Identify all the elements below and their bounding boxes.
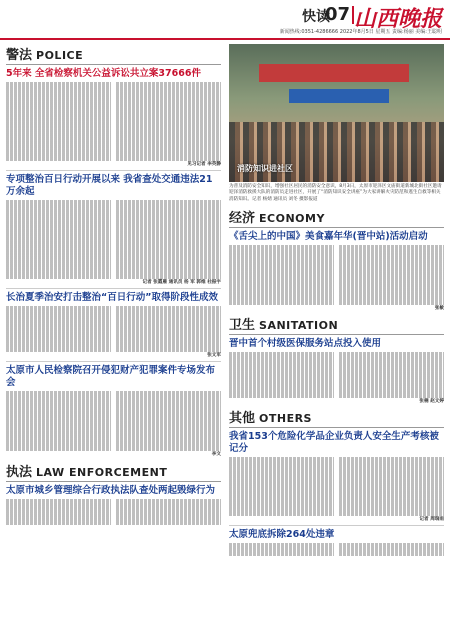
- text-line: [6, 102, 111, 109]
- text-line: [339, 252, 444, 259]
- article-body: [6, 82, 221, 161]
- article-headline[interactable]: 太原市城乡管理综合行政执法队查处两起毁绿行为: [6, 484, 216, 496]
- text-line: [339, 490, 444, 497]
- text-line: [339, 509, 444, 516]
- text-line: [116, 438, 221, 445]
- article-byline: 张楠 赵文婷: [419, 398, 444, 404]
- text-line: [116, 141, 221, 148]
- text-line: [339, 291, 444, 298]
- text-line: [229, 477, 334, 484]
- article-body: [229, 457, 444, 516]
- text-line: [229, 378, 334, 385]
- text-line: [116, 89, 221, 96]
- article-byline: 记者 张霞雁 通讯员 杨 军 郭维 杜振宇: [142, 280, 221, 286]
- text-line: [6, 220, 111, 227]
- text-line: [6, 266, 111, 273]
- article-body: [6, 391, 221, 450]
- text-line: [339, 503, 444, 510]
- text-line: [229, 265, 334, 272]
- text-line: [339, 272, 444, 279]
- text-line: [6, 89, 111, 96]
- text-line: [116, 253, 221, 260]
- article-headline[interactable]: 专项整治百日行动开展以来 我省查处交通违法21万余起: [6, 174, 213, 198]
- divider: [6, 361, 221, 362]
- text-line: [339, 285, 444, 292]
- section-head-police: [6, 44, 221, 65]
- text-line: [6, 148, 111, 155]
- article-byline: 张文军: [207, 353, 221, 359]
- text-line: [339, 543, 444, 550]
- text-line: [6, 438, 111, 445]
- text-line: [339, 483, 444, 490]
- text-line: [229, 550, 334, 557]
- page-number: 07: [324, 4, 350, 25]
- text-line: [116, 213, 221, 220]
- text-line: [229, 285, 334, 292]
- section-label-cn: 其他: [229, 410, 256, 426]
- text-line: [116, 155, 221, 162]
- text-line: [6, 444, 111, 451]
- section-label-cn: 警法: [6, 48, 33, 63]
- article-headline[interactable]: 长治夏季治安打击整治“百日行动”取得阶段性成效: [6, 292, 218, 304]
- text-line: [116, 519, 221, 526]
- text-line: [6, 155, 111, 162]
- text-line: [339, 245, 444, 252]
- text-line: [116, 220, 221, 227]
- text-line: [339, 278, 444, 285]
- text-line: [116, 333, 221, 340]
- text-line: [339, 352, 444, 359]
- text-line: [116, 240, 221, 247]
- text-line: [116, 233, 221, 240]
- article-headline[interactable]: 太原市人民检察院召开侵犯财产犯罪案件专场发布会: [6, 365, 216, 389]
- text-line: [229, 457, 334, 464]
- text-line: [116, 431, 221, 438]
- text-line: [6, 313, 111, 320]
- left-column: [6, 44, 221, 525]
- text-line: [6, 122, 111, 129]
- text-line: [339, 298, 444, 305]
- article-body: [229, 245, 444, 304]
- text-line: [229, 483, 334, 490]
- text-line: [229, 352, 334, 359]
- text-line: [116, 273, 221, 280]
- text-line: [116, 424, 221, 431]
- section-title: 快读: [302, 9, 330, 25]
- photo-banner-blue: [289, 89, 389, 103]
- text-line: [116, 135, 221, 142]
- text-line: [6, 128, 111, 135]
- section-head-others: [229, 407, 444, 428]
- text-line: [229, 470, 334, 477]
- text-line: [229, 391, 334, 398]
- section-head-economy: [229, 207, 444, 228]
- text-line: [6, 213, 111, 220]
- text-line: [116, 398, 221, 405]
- text-line: [6, 411, 111, 418]
- newspaper-logo: 山西晚报: [353, 6, 442, 32]
- section-label-cn: 经济: [229, 211, 256, 227]
- section-label-en: ECONOMY: [259, 212, 325, 226]
- text-line: [339, 365, 444, 372]
- article-headline[interactable]: 我省153个危险化学品企业负责人安全生产考核被记分: [229, 430, 439, 454]
- text-line: [116, 148, 221, 155]
- section-label-en: LAW ENFORCEMENT: [36, 465, 168, 479]
- text-line: [116, 306, 221, 313]
- text-line: [229, 272, 334, 279]
- text-line: [6, 405, 111, 412]
- text-line: [116, 512, 221, 519]
- text-line: [229, 509, 334, 516]
- text-line: [6, 200, 111, 207]
- text-line: [116, 405, 221, 412]
- article-body: [6, 200, 221, 279]
- article-headline[interactable]: 5年来 全省检察机关公益诉讼共立案37666件: [6, 68, 201, 79]
- text-line: [116, 122, 221, 129]
- divider: [6, 288, 221, 289]
- text-line: [6, 346, 111, 353]
- text-line: [229, 543, 334, 550]
- photo-caption: 为普及消防安全知识，增强社区居民的消防安全意识，8月3日，太原市迎泽区文庙街道新城北街社区邀请迎泽消防救援大队的消防员走进社区，开展了“消防知识安全讲座”为大家讲解火灾防范和逃生自救等相关消防知识。记者 杨婧 通讯员 刘冬 摄影报道: [229, 184, 442, 202]
- text-line: [229, 365, 334, 372]
- article-body: [6, 499, 221, 525]
- divider: [229, 525, 444, 526]
- text-line: [116, 115, 221, 122]
- article-body: [229, 352, 444, 398]
- text-line: [116, 391, 221, 398]
- text-line: [229, 463, 334, 470]
- section-head-enforcement: [6, 461, 221, 482]
- text-line: [6, 135, 111, 142]
- text-line: [6, 326, 111, 333]
- text-line: [339, 378, 444, 385]
- text-line: [6, 431, 111, 438]
- text-line: [339, 550, 444, 557]
- text-line: [6, 273, 111, 280]
- text-line: [229, 291, 334, 298]
- text-line: [6, 306, 111, 313]
- text-line: [116, 411, 221, 418]
- text-line: [6, 240, 111, 247]
- text-line: [116, 102, 221, 109]
- text-line: [339, 371, 444, 378]
- masthead-info: 新闻热线:0351-4286666 2022年8月5日 星期五 责编:杨丽 美编:王聪明: [279, 29, 442, 35]
- masthead: [0, 0, 450, 40]
- article-byline: 见习记者 李英静: [187, 162, 221, 168]
- text-line: [116, 505, 221, 512]
- photo-banner-red: [259, 64, 409, 82]
- article-byline: 李文: [211, 451, 221, 457]
- text-line: [116, 95, 221, 102]
- text-line: [116, 227, 221, 234]
- text-line: [339, 496, 444, 503]
- text-line: [6, 246, 111, 253]
- text-line: [229, 258, 334, 265]
- article-body: [229, 543, 444, 556]
- text-line: [339, 391, 444, 398]
- text-line: [116, 339, 221, 346]
- text-line: [6, 233, 111, 240]
- text-line: [6, 339, 111, 346]
- text-line: [339, 470, 444, 477]
- text-line: [229, 358, 334, 365]
- text-line: [229, 385, 334, 392]
- text-line: [6, 512, 111, 519]
- article-headline[interactable]: 晋中首个村级医保服务站点投入使用: [229, 337, 382, 349]
- text-line: [229, 252, 334, 259]
- section-label-en: POLICE: [36, 49, 84, 62]
- text-line: [116, 246, 221, 253]
- text-line: [229, 371, 334, 378]
- text-line: [116, 266, 221, 273]
- text-line: [6, 333, 111, 340]
- text-line: [6, 259, 111, 266]
- text-line: [229, 496, 334, 503]
- text-line: [229, 278, 334, 285]
- text-line: [116, 499, 221, 506]
- text-line: [6, 319, 111, 326]
- text-line: [339, 358, 444, 365]
- text-line: [6, 115, 111, 122]
- divider: [6, 170, 221, 171]
- section-label-cn: 卫生: [229, 317, 256, 333]
- text-line: [6, 95, 111, 102]
- text-line: [116, 259, 221, 266]
- text-line: [6, 499, 111, 506]
- text-line: [339, 477, 444, 484]
- text-line: [229, 490, 334, 497]
- text-line: [6, 141, 111, 148]
- text-line: [116, 108, 221, 115]
- text-line: [116, 200, 221, 207]
- text-line: [339, 457, 444, 464]
- article-headline[interactable]: 太原兜底拆除264处违章: [229, 529, 335, 541]
- text-line: [6, 391, 111, 398]
- text-line: [229, 298, 334, 305]
- text-line: [116, 313, 221, 320]
- text-line: [116, 346, 221, 353]
- news-photo[interactable]: [229, 44, 444, 182]
- text-line: [116, 418, 221, 425]
- text-line: [339, 463, 444, 470]
- text-line: [6, 505, 111, 512]
- text-line: [229, 245, 334, 252]
- right-column: [229, 44, 444, 556]
- article-byline: 张敏: [434, 305, 444, 311]
- article-headline[interactable]: 《舌尖上的中国》美食嘉年华(晋中站)活动启动: [229, 231, 428, 243]
- section-label-cn: 执法: [6, 464, 33, 480]
- text-line: [116, 326, 221, 333]
- text-line: [116, 207, 221, 214]
- text-line: [116, 82, 221, 89]
- text-line: [6, 108, 111, 115]
- text-line: [6, 207, 111, 214]
- text-line: [339, 258, 444, 265]
- text-line: [116, 128, 221, 135]
- text-line: [116, 444, 221, 451]
- text-line: [339, 385, 444, 392]
- section-head-sanitation: [229, 314, 444, 335]
- text-line: [6, 227, 111, 234]
- text-line: [6, 82, 111, 89]
- text-line: [229, 503, 334, 510]
- section-label-en: SANITATION: [259, 318, 339, 332]
- text-line: [6, 398, 111, 405]
- text-line: [116, 319, 221, 326]
- article-body: [6, 306, 221, 352]
- section-label-en: OTHERS: [259, 411, 312, 425]
- text-line: [339, 265, 444, 272]
- article-byline: 记者 周瑞雨: [419, 517, 444, 523]
- text-line: [6, 253, 111, 260]
- text-line: [6, 424, 111, 431]
- photo-overlay-text: 消防知识进社区: [237, 164, 293, 173]
- text-line: [6, 418, 111, 425]
- text-line: [6, 519, 111, 526]
